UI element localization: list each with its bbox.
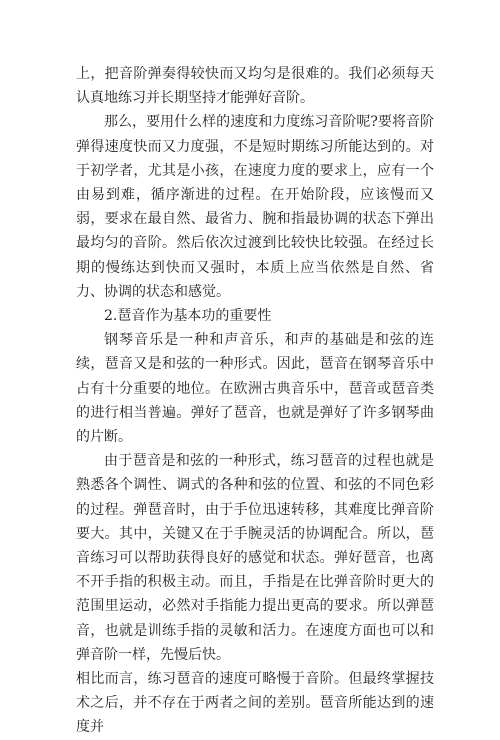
paragraph-arpeggio-practice: 由于琶音是和弦的一种形式，练习琶音的过程也就是熟悉各个调性、调式的各种和弦的位置、和弦的不同色彩的过程。弹琶音时，由于手位迅速转移，其难度比弹音阶要大。其中，关键又在于手腕灵活的协调配合。所以，琶音练习可以帮助获得良好的感觉和状态。弹好琶音，也离不开手指的积极主动。而且，手指是在比弹音阶时更大的范围里运动，必然对手指能力提出更高的要求。所以弹琶音，也就是训练手指的灵敏和活力。在速度方面也可以和弹音阶一样，先慢后快。 bbox=[76, 453, 434, 663]
paragraph-arpeggio-harmony: 钢琴音乐是一种和声音乐，和声的基础是和弦的连续，琶音又是和弦的一种形式。因此，琶音在钢琴音乐中占有十分重要的地位。在欧洲古典音乐中，琶音或琶音类的进行相当普遍。弹好了琶音，也就是弹好了许多钢琴曲的片断。 bbox=[76, 332, 434, 446]
paragraph-continuation: 上，把音阶弹奏得较快而又均匀是很难的。我们必须每天认真地练习并长期坚持才能弹好音阶。 bbox=[76, 66, 434, 107]
paragraph-speed-dynamics: 那么，要用什么样的速度和力度练习音阶呢?要将音阶弹得速度快而又力度强，不是短时期练习所能达到的。对于初学者，尤其是小孩，在速度力度的要求上，应有一个由易到难，循序渐进的过程。在开始阶段，应该慢而又弱，要求在最自然、最省力、腕和指最协调的状态下弹出最均匀的音阶。然后依次过渡到比较快比较强。在经过长期的慢练达到快而又强时，本质上应当依然是自然、省力、协调的状态和感觉。 bbox=[76, 114, 434, 300]
paragraph-arpeggio-speed: 相比而言，练习琶音的速度可略慢于音阶。但最终掌握技术之后，并不存在于两者之间的差别。琶音所能达到的速度并 bbox=[76, 671, 434, 736]
document-page bbox=[76, 62, 434, 740]
section-heading: 2.琶音作为基本功的重要性 bbox=[104, 308, 272, 325]
